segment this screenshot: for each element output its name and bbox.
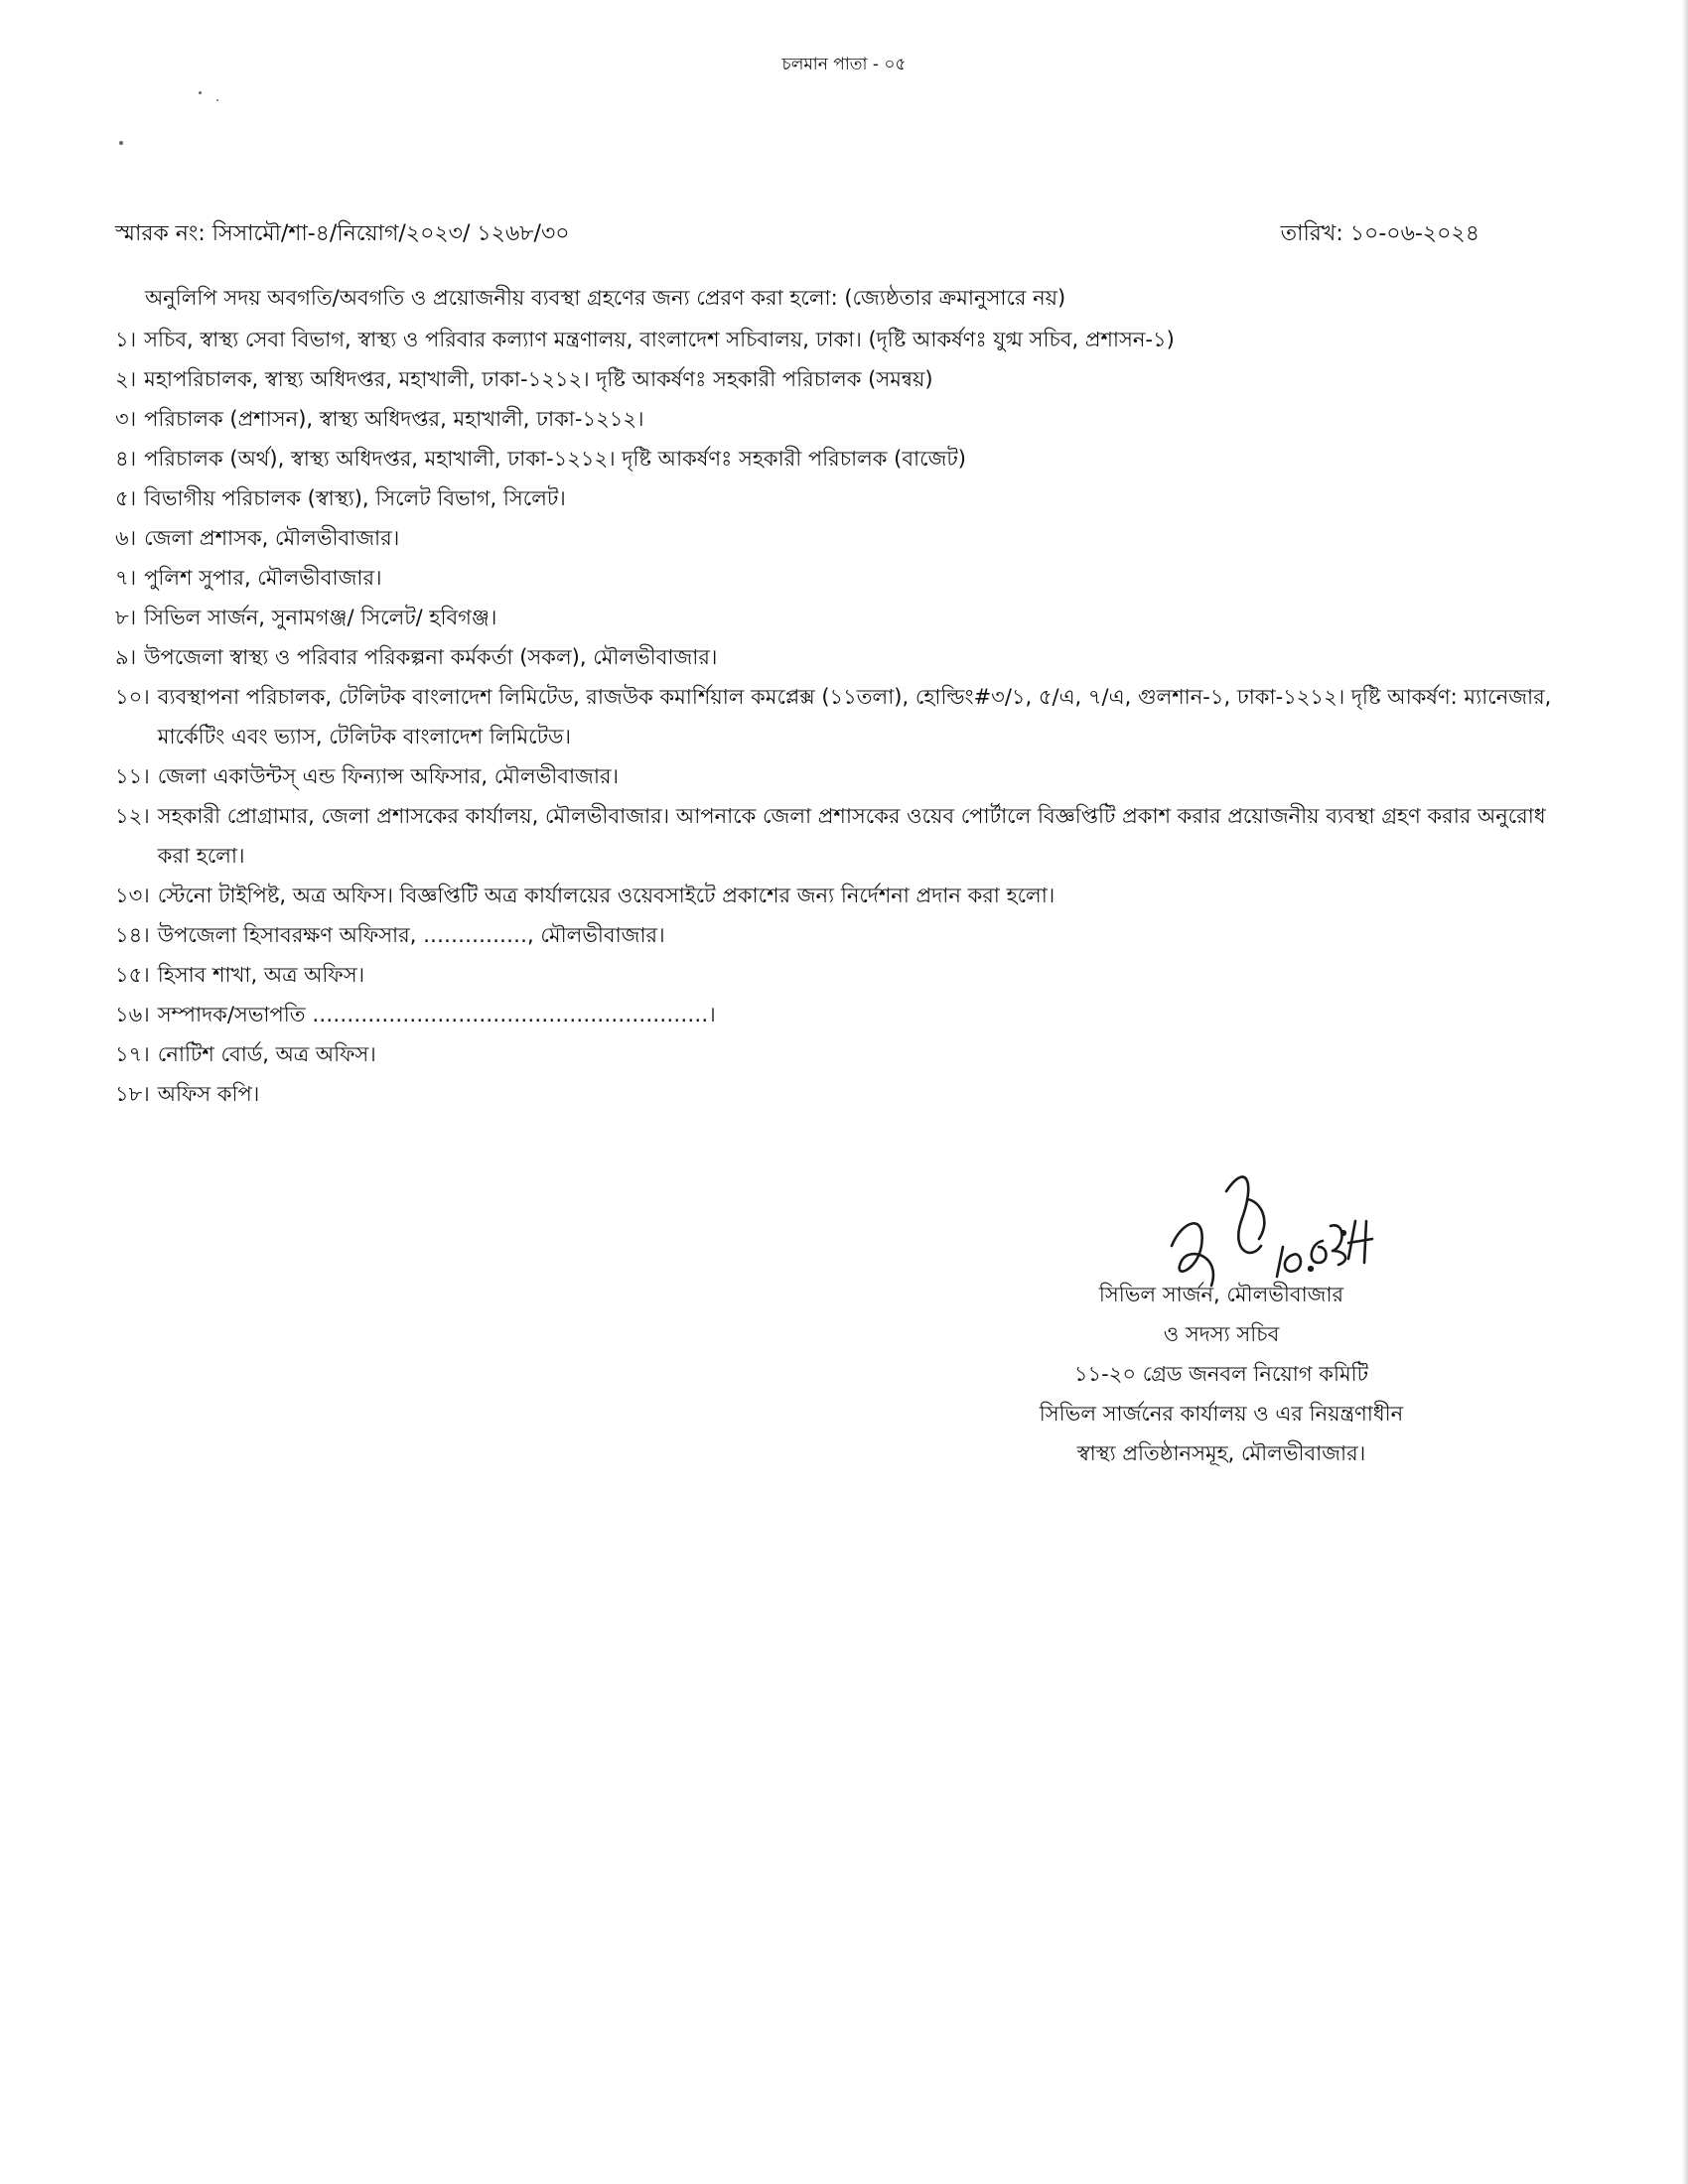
list-item — [115, 955, 1555, 995]
list-item-number: ১০। — [115, 685, 150, 709]
list-item-number: ৪। — [115, 447, 137, 471]
list-item — [115, 1034, 1555, 1074]
list-item-number: ২। — [115, 367, 137, 391]
list-item-number: ৮। — [115, 606, 137, 629]
list-item — [115, 598, 1555, 637]
list-item — [115, 518, 1555, 558]
list-item — [115, 876, 1555, 915]
memo-reference: স্মারক নং: সিসামৌ/শা-৪/নিয়োগ/২০২৩/ ১২৬৮/৩০ — [115, 221, 570, 246]
list-item — [115, 320, 1555, 359]
memo-header — [115, 216, 1479, 253]
list-item — [115, 558, 1555, 598]
list-item-text: স্টেনো টাইপিষ্ট, অত্র অফিস। বিজ্ঞপ্তিটি অত্র কার্যালয়ের ওয়েবসাইটে প্রকাশের জন্য নির্দেশনা প্রদান করা হলো। — [157, 884, 1055, 907]
list-item-text: জেলা প্রশাসক, মৌলভীবাজার। — [144, 526, 400, 550]
list-item-number: ১৩। — [115, 884, 150, 907]
list-item-text: পরিচালক (প্রশাসন), স্বাস্থ্য অধিদপ্তর, মহাখালী, ঢাকা-১২১২। — [144, 407, 644, 431]
list-item-number: ১৪। — [115, 923, 150, 947]
list-item — [115, 399, 1555, 439]
signatory-title: সিভিল সার্জন, মৌলভীবাজার — [1098, 1283, 1344, 1306]
list-item-text: উপজেলা স্বাস্থ্য ও পরিবার পরিকল্পনা কর্মকর্তা (সকল), মৌলভীবাজার। — [144, 645, 718, 669]
list-item-text: মহাপরিচালক, স্বাস্থ্য অধিদপ্তর, মহাখালী, ঢাকা-১২১২। দৃষ্টি আকর্ষণঃ সহকারী পরিচালক (সমন্বয়) — [144, 367, 933, 391]
list-item-number: ১৬। — [115, 1003, 150, 1026]
scan-speck — [199, 91, 202, 94]
list-item-text: উপজেলা হিসাবরক্ষণ অফিসার, ……………, মৌলভীবাজার। — [157, 923, 665, 947]
list-item — [115, 796, 1555, 876]
list-item-number: ১৫। — [115, 963, 150, 987]
memo-date: তারিখ: ১০-০৬-২০২৪ — [1280, 221, 1479, 246]
scan-speck — [119, 141, 123, 145]
list-item-number: ৫। — [115, 486, 137, 510]
scan-speck — [216, 99, 218, 101]
signatory-office: সিভিল সার্জনের কার্যালয় ও এর নিয়ন্ত্রণাধীন — [1039, 1402, 1404, 1426]
list-item-number: ১২। — [115, 804, 150, 828]
list-item-number: ৭। — [115, 566, 137, 590]
list-item-text: পরিচালক (অর্থ), স্বাস্থ্য অধিদপ্তর, মহাখালী, ঢাকা-১২১২। দৃষ্টি আকর্ষণঃ সহকারী পরিচালক (বাজেট) — [144, 447, 966, 471]
list-item-number: ১৮। — [115, 1082, 150, 1106]
list-item-text: সচিব, স্বাস্থ্য সেবা বিভাগ, স্বাস্থ্য ও পরিবার কল্যাণ মন্ত্রণালয়, বাংলাদেশ সচিবালয়, ঢাকা। (দৃষ্টি আকর্ষণঃ যুগ্ম সচিব, প্রশাসন-১) — [144, 328, 1175, 351]
distribution-intro: অনুলিপি সদয় অবগতি/অবগতি ও প্রয়োজনীয় ব্যবস্থা গ্রহণের জন্য প্রেরণ করা হলো: (জ্যেষ্ঠতার ক্রমানুসারে নয়) — [145, 286, 1066, 310]
signatory-institutions: স্বাস্থ্য প্রতিষ্ঠানসমূহ, মৌলভীবাজার। — [1076, 1441, 1366, 1465]
list-item-text: সিভিল সার্জন, সুনামগঞ্জ/ সিলেট/ হবিগঞ্জ। — [144, 606, 497, 629]
running-page-number: চলমান পাতা - ০৫ — [781, 55, 907, 74]
list-item-text: সহকারী প্রোগ্রামার, জেলা প্রশাসকের কার্যালয়, মৌলভীবাজার। আপনাকে জেলা প্রশাসকের ওয়েব পোর্টালে বিজ্ঞপ্তিটি প্রকাশ করার প্রয়োজনীয় ব্যবস্থা গ্রহণ করার অনুরোধ করা হলো। — [157, 804, 1546, 868]
signatory-block — [1003, 1275, 1440, 1473]
list-item-number: ৩। — [115, 407, 137, 431]
distribution-list — [115, 320, 1555, 1114]
list-item-text: হিসাব শাখা, অত্র অফিস। — [157, 963, 365, 987]
list-item-number: ১১। — [115, 764, 150, 788]
list-item — [115, 677, 1555, 756]
list-item-text: ব্যবস্থাপনা পরিচালক, টেলিটক বাংলাদেশ লিমিটেড, রাজউক কমার্শিয়াল কমপ্লেক্স (১১তলা), হোল্ডিং#৩/১, ৫/এ, ৭/এ, গুলশান-১, ঢাকা-১২১২। দৃষ্টি আকর্ষণ: ম্যানেজার, মার্কেটিং এবং ভ্যাস, টেলিটক বাংলাদেশ লিমিটেড। — [157, 685, 1552, 749]
list-item — [115, 359, 1555, 399]
list-item — [115, 756, 1555, 796]
list-item — [115, 915, 1555, 955]
list-item-number: ৬। — [115, 526, 137, 550]
signatory-role: ও সদস্য সচিব — [1163, 1322, 1280, 1346]
signatory-committee: ১১-২০ গ্রেড জনবল নিয়োগ কমিটি — [1073, 1362, 1369, 1386]
list-item-text: অফিস কপি। — [157, 1082, 260, 1106]
list-item-number: ৯। — [115, 645, 137, 669]
list-item — [115, 1074, 1555, 1114]
list-item-text: জেলা একাউন্টস্ এন্ড ফিন্যান্স অফিসার, মৌলভীবাজার। — [157, 764, 619, 788]
list-item-text: নোটিশ বোর্ড, অত্র অফিস। — [157, 1042, 376, 1066]
list-item-text: পুলিশ সুপার, মৌলভীবাজার। — [144, 566, 382, 590]
list-item-text: সম্পাদক/সভাপতি …………………………………………………। — [157, 1003, 716, 1026]
list-item — [115, 439, 1555, 478]
scan-edge-shadow — [1682, 0, 1688, 2184]
list-item — [115, 637, 1555, 677]
list-item — [115, 995, 1555, 1034]
list-item — [115, 478, 1555, 518]
list-item-number: ১। — [115, 328, 137, 351]
list-item-number: ১৭। — [115, 1042, 150, 1066]
list-item-text: বিভাগীয় পরিচালক (স্বাস্থ্য), সিলেট বিভাগ, সিলেট। — [144, 486, 566, 510]
